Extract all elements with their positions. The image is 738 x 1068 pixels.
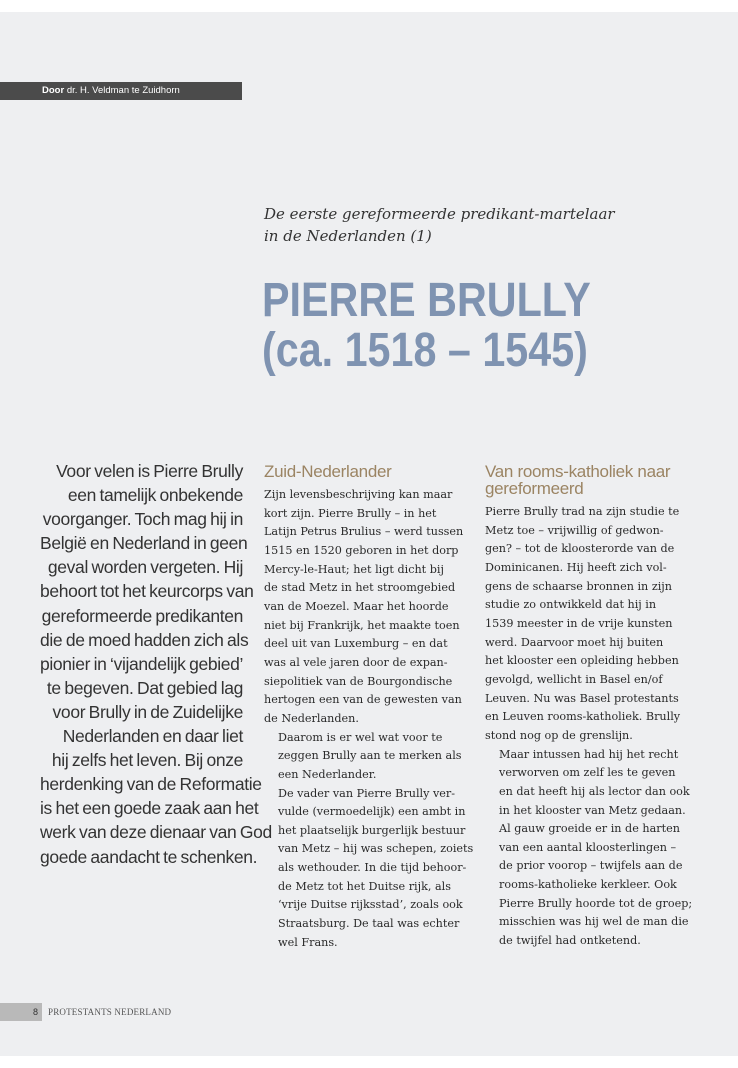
heading-line: gereformeerd — [485, 479, 584, 498]
text-line: vulde (vermoedelijk) een ambt in — [278, 805, 466, 819]
intro-line: België en Nederland in geen — [40, 533, 248, 554]
intro-line: gereformeerde predikanten — [41, 605, 243, 626]
text-line: misschien was hij wel de man die — [499, 915, 689, 929]
text-line: en dat heeft hij als lector dan ook — [499, 784, 690, 798]
text-line: de prior voorop – twijfels aan de — [499, 859, 683, 873]
text-line: Pierre Brully hoorde tot de groep; — [499, 896, 693, 910]
text-line: niet bij Frankrijk, het maakte toen — [264, 618, 460, 632]
column-van-rooms-katholiek — [485, 462, 693, 951]
article-subtitle: De eerste gereformeerde predikant-martelaar in de Nederlanden (1) — [264, 205, 615, 245]
intro-line: hij zelfs het leven. Bij onze — [51, 750, 243, 771]
text-line: Metz toe – vrijwillig of gedwon- — [485, 523, 664, 537]
text-line: gevolgd, wellicht in Basel en/of — [485, 672, 663, 686]
text-line: de Nederlanden. — [264, 711, 359, 725]
text-line: rooms-katholieke kerkleer. Ook — [499, 878, 677, 892]
text-line: Zijn levensbeschrijving kan maar — [264, 488, 453, 501]
text-line: gens de schaarse bronnen in zijn — [485, 579, 672, 593]
text-line: Pierre Brully trad na zijn studie te — [485, 505, 680, 518]
byline-author: dr. H. Veldman te Zuidhorn — [66, 85, 180, 96]
section-heading-van-rooms-katholiek — [485, 463, 685, 497]
section-body — [264, 486, 474, 952]
text-line: kort zijn. Pierre Brully – in het — [264, 506, 437, 520]
text-line: het plaatselijk burgerlijk bestuur — [278, 823, 466, 837]
text-line: De vader van Pierre Brully ver- — [278, 786, 456, 800]
heading-line: Van rooms-katholiek naar — [485, 462, 671, 481]
text-line: siepolitiek van de Bourgondische — [264, 674, 453, 688]
text-line: in het klooster van Metz gedaan. — [499, 803, 686, 817]
intro-line: voorganger. Toch mag hij in — [42, 509, 243, 530]
intro-line: die de moed hadden zich als — [40, 629, 249, 650]
paragraph — [264, 785, 474, 953]
intro-line: voor Brully in de Zuidelijke — [52, 701, 243, 722]
text-line: Maar intussen had hij het recht — [499, 747, 679, 761]
text-line: Al gauw groeide er in de harten — [499, 822, 680, 836]
intro-line: goede aandacht te schenken. — [40, 846, 258, 867]
text-line: het klooster een opleiding hebben — [485, 654, 679, 668]
text-line: Leuven. Nu was Basel protestants — [485, 691, 679, 705]
text-line: Straatsburg. De taal was echter — [278, 917, 460, 931]
intro-line: Voor velen is Pierre Brully — [56, 461, 243, 481]
intro-line: te begeven. Dat gebied lag — [46, 677, 243, 698]
text-line: stond nog op de grenslijn. — [485, 728, 633, 742]
text-line: hertogen een van de gewesten van — [264, 693, 462, 707]
intro-line: een tamelijk onbekende — [67, 485, 243, 506]
text-line: als wethouder. In die tijd behoor- — [278, 861, 467, 875]
intro-line: Nederlanden en daar liet — [62, 726, 243, 747]
text-line: Mercy-le-Haut; het ligt dicht bij — [264, 562, 444, 576]
text-line: zeggen Brully aan te merken als — [278, 749, 462, 763]
text-line: een Nederlander. — [278, 767, 377, 781]
page-number: 8 — [0, 1003, 42, 1021]
intro-line: werk van deze dienaar van God — [40, 822, 272, 843]
text-line: Latijn Petrus Brulius – werd tussen — [264, 525, 464, 539]
text-line: studie zo ontwikkeld dat hij in — [485, 598, 657, 612]
text-line: ‘vrije Duitse rijksstad’, zoals ook — [278, 898, 463, 912]
intro-line: pionier in ‘vijandelijk gebied’ — [40, 653, 244, 674]
column-zuid-nederlander — [264, 462, 474, 952]
text-line: gen? – tot de kloosterorde van de — [485, 542, 675, 556]
byline — [0, 82, 242, 100]
intro-text — [40, 459, 272, 869]
section-body — [485, 503, 693, 951]
text-line: en Leuven rooms-katholiek. Brully — [485, 710, 681, 724]
text-line: 1515 en 1520 geboren in het dorp — [264, 543, 459, 557]
text-line: werd. Daarvoor moet hij buiten — [485, 635, 664, 649]
text-line: deel uit van Luxemburg – en dat — [264, 637, 448, 651]
section-heading-zuid-nederlander: Zuid-Nederlander — [264, 462, 392, 481]
text-line: 1539 meester in de vrije kunsten — [485, 616, 673, 630]
magazine-page — [0, 12, 738, 1056]
text-line: Dominicanen. Hij heeft zich vol- — [485, 560, 667, 574]
article-title: PIERRE BRULLY (ca. 1518 – 1545) — [262, 274, 591, 377]
paragraph — [485, 746, 693, 951]
text-line: van de Moezel. Maar het hoorde — [264, 599, 449, 613]
text-line: wel Frans. — [278, 935, 338, 949]
paragraph — [485, 503, 685, 746]
paragraph — [264, 729, 464, 785]
text-line: Daarom is er wel wat voor te — [278, 730, 443, 744]
page-footer — [0, 1003, 171, 1021]
text-line: de Metz tot het Duitse rijk, als — [278, 879, 451, 893]
paragraph — [264, 486, 464, 729]
byline-prefix: Door — [42, 85, 65, 96]
text-line: van een aantal kloosterlingen – — [499, 840, 677, 854]
text-line: van Metz – hij was schepen, zoiets — [278, 842, 474, 856]
publication-name: PROTESTANTS NEDERLAND — [48, 1007, 172, 1017]
intro-line: behoort tot het keurcorps van — [40, 581, 254, 602]
text-line: de twijfel had ontketend. — [499, 934, 641, 948]
intro-line: geval worden vergeten. Hij — [47, 557, 243, 578]
intro-line: herdenking van de Reformatie — [40, 774, 262, 795]
text-line: de stad Metz in het stroomgebied — [264, 581, 456, 595]
text-line: was al vele jaren door de expan- — [264, 655, 448, 669]
text-line: verworven om zelf les te geven — [499, 766, 676, 780]
intro-line: is het een goede zaak aan het — [40, 798, 259, 819]
